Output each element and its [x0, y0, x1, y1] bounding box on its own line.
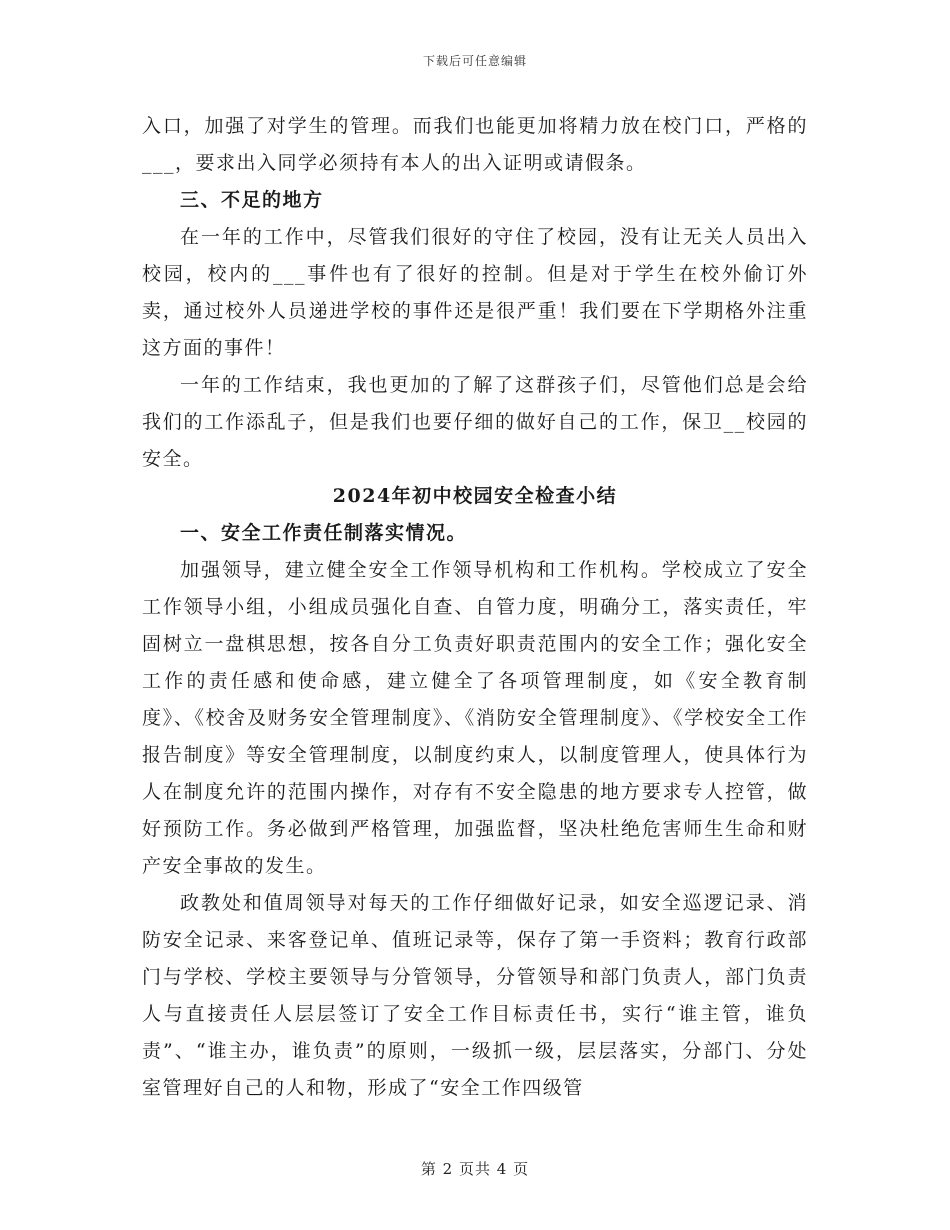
section-heading-responsibility: 一、安全工作责任制落实情况。: [180, 522, 468, 544]
document-body: [142, 108, 808, 1107]
paragraph-conclusion: 一年的工作结束，我也更加的了解了这群孩子们，尽管他们总是会给我们的工作添乱子，但是我们也要仔细的做好自己的工作，保卫__校园的安全。: [142, 374, 808, 470]
paragraph-shortcomings: 在一年的工作中，尽管我们很好的守住了校园，没有让无关人员出入校园，校内的___事件也有了很好的控制。但是对于学生在校外偷订外卖，通过校外人员递进学校的事件还是很严重！我们要在下学期格外注重这方面的事件！: [142, 226, 808, 359]
document-title: 2024年初中校园安全检查小结: [332, 485, 618, 507]
page-footer: 第 2 页共 4 页: [420, 1160, 530, 1178]
section-heading-shortcomings: 三、不足的地方: [180, 189, 324, 211]
paragraph-records: 政教处和值周领导对每天的工作仔细做好记录，如安全巡逻记录、消防安全记录、来客登记单、值班记录等，保存了第一手资料；教育行政部门与学校、学校主要领导与分管领导，分管领导和部门负责人，部门负责人与直接责任人层层签订了安全工作目标责任书，实行“谁主管，谁负责”、“谁主办，谁负责”的原则，一级抓一级，层层落实，分部门、分处室管理好自己的人和物，形成了“安全工作四级管: [142, 892, 808, 1099]
paragraph-leadership: 加强领导，建立健全安全工作领导机构和工作机构。学校成立了安全工作领导小组，小组成员强化自查、自管力度，明确分工，落实责任，牢固树立一盘棋思想，按各自分工负责好职责范围内的安全工作；强化安全工作的责任感和使命感，建立健全了各项管理制度，如《安全教育制度》、《校舍及财务安全管理制度》、《消防安全管理制度》、《学校安全工作报告制度》等安全管理制度，以制度约束人，以制度管理人，使具体行为人在制度允许的范围内操作，对存有不安全隐患的地方要求专人控管，做好预防工作。务必做到严格管理，加强监督，坚决杜绝危害师生生命和财产安全事故的发生。: [142, 559, 808, 877]
page-header: 下载后可任意编辑: [422, 54, 527, 68]
paragraph-continuation: 入口，加强了对学生的管理。而我们也能更加将精力放在校门口，严格的___，要求出入同学必须持有本人的出入证明或请假条。: [142, 115, 808, 174]
